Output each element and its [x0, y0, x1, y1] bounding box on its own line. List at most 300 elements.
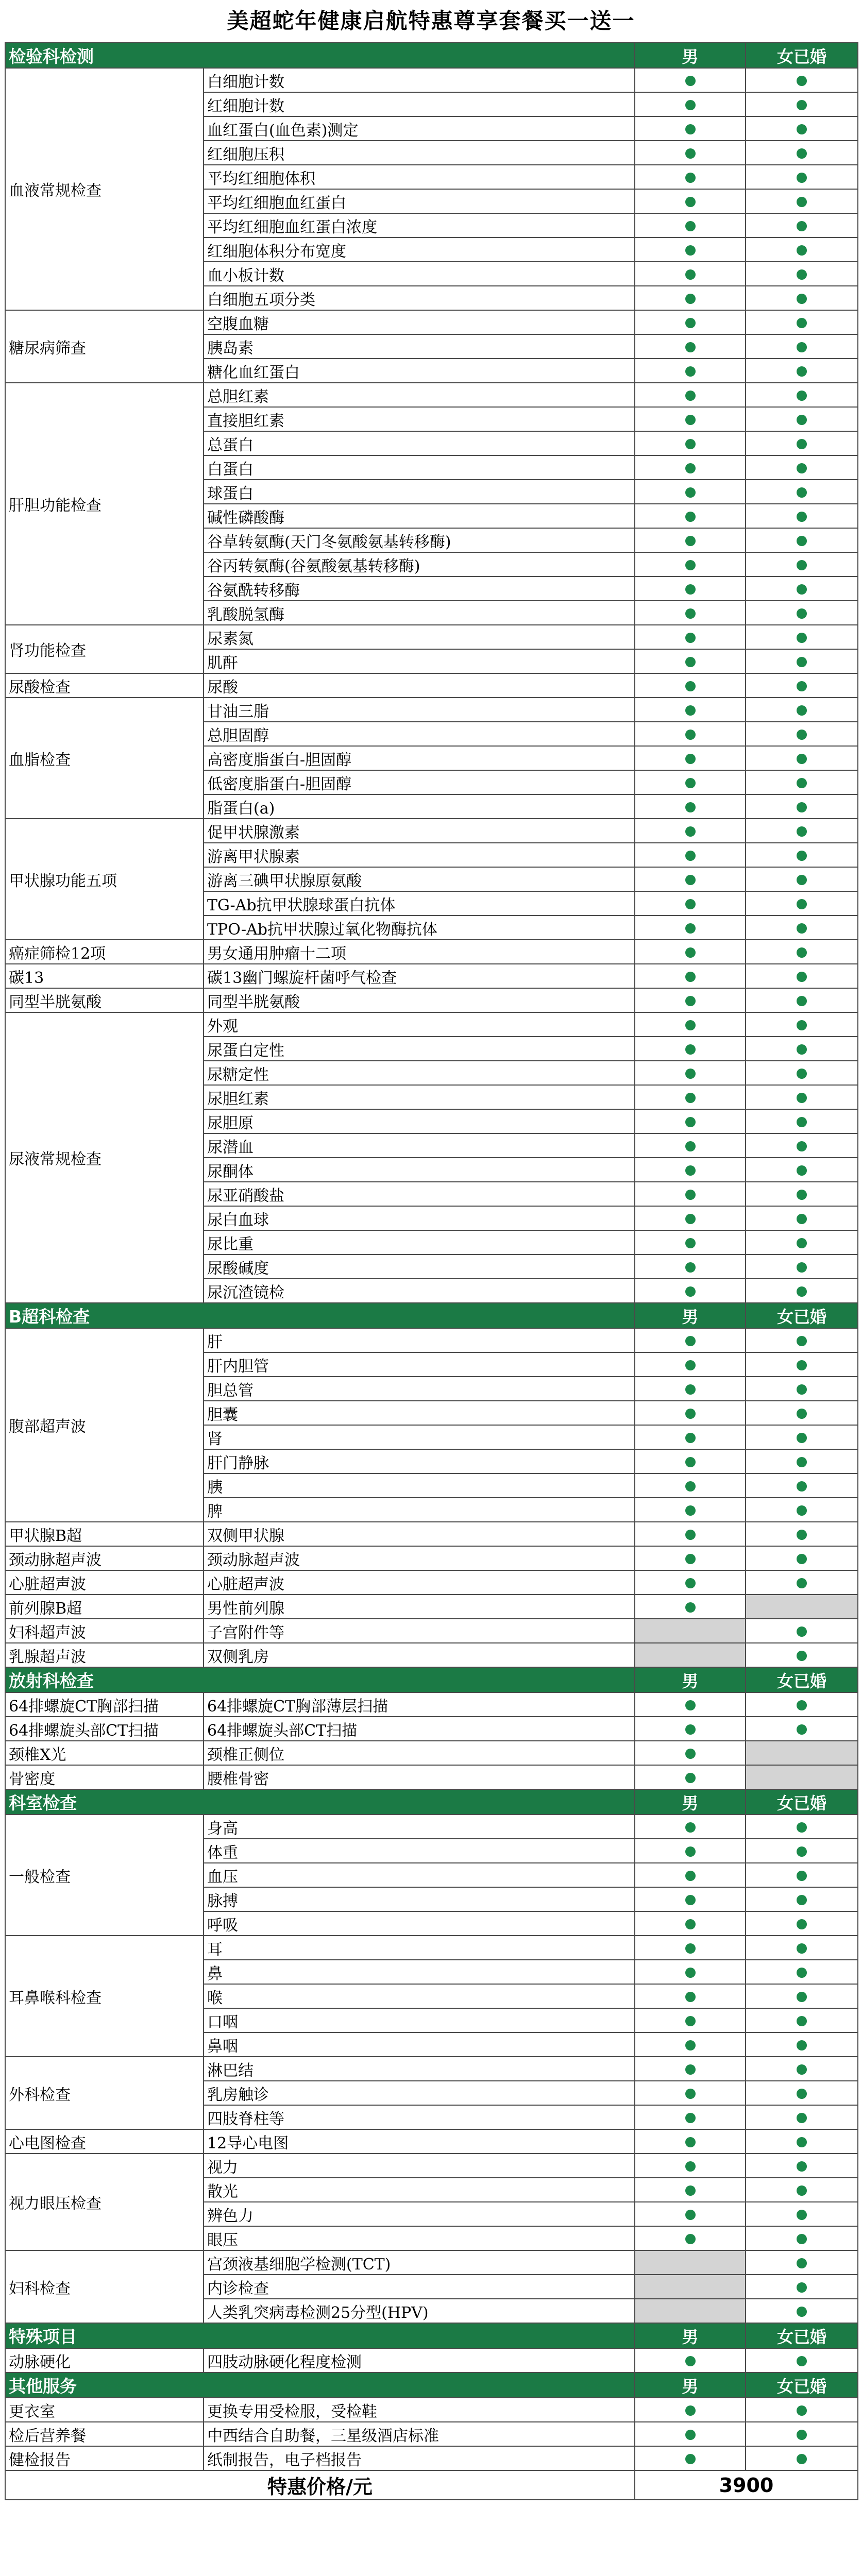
green-dot-icon [797, 2307, 807, 2317]
item-cell: 胰 [204, 1473, 635, 1498]
green-dot-icon [685, 826, 696, 837]
female-not-applicable-cell [746, 1765, 858, 1789]
section-title: 检验科检测 [5, 43, 635, 68]
green-dot-icon [685, 1505, 696, 1516]
item-cell: 脾 [204, 1498, 635, 1522]
green-dot-icon [797, 1409, 807, 1419]
green-dot-icon [797, 2454, 807, 2464]
green-dot-icon [685, 391, 696, 401]
green-dot-icon [797, 1530, 807, 1540]
green-dot-icon [685, 1190, 696, 1200]
male-included-cell [635, 1522, 746, 1546]
male-included-cell [635, 794, 746, 819]
item-cell: 胆总管 [204, 1377, 635, 1401]
male-included-cell [635, 1498, 746, 1522]
green-dot-icon [685, 1773, 696, 1783]
female-included-cell [746, 1570, 858, 1595]
category-cell: 癌症筛检12项 [5, 940, 204, 964]
green-dot-icon [797, 972, 807, 982]
female-included-cell [746, 116, 858, 141]
green-dot-icon [797, 1943, 807, 1954]
green-dot-icon [797, 269, 807, 280]
section-header-row [5, 2372, 858, 2398]
green-dot-icon [685, 2064, 696, 2075]
female-included-cell [746, 431, 858, 455]
female-included-cell [746, 1085, 858, 1109]
female-included-cell [746, 1449, 858, 1473]
green-dot-icon [685, 1992, 696, 2002]
item-cell: TPO-Ab抗甲状腺过氧化物酶抗体 [204, 916, 635, 940]
item-cell: 心脏超声波 [204, 1570, 635, 1595]
female-included-cell [746, 1887, 858, 1911]
item-cell: 促甲状腺激素 [204, 819, 635, 843]
female-included-cell [746, 2129, 858, 2154]
category-cell: 糖尿病筛查 [5, 310, 204, 383]
green-dot-icon [797, 1724, 807, 1735]
item-cell: 尿胆原 [204, 1109, 635, 1133]
package-table-body [5, 43, 858, 2500]
female-included-cell [746, 238, 858, 262]
table-row [5, 2446, 858, 2470]
green-dot-icon [685, 2454, 696, 2464]
female-included-cell [746, 1230, 858, 1255]
price-label: 特惠价格/元 [5, 2470, 635, 2500]
item-cell: 腰椎骨密 [204, 1765, 635, 1789]
green-dot-icon [685, 487, 696, 498]
green-dot-icon [685, 1968, 696, 1978]
item-cell: 耳 [204, 1936, 635, 1960]
female-included-cell [746, 1984, 858, 2008]
green-dot-icon [685, 2356, 696, 2366]
green-dot-icon [685, 657, 696, 667]
female-included-cell [746, 770, 858, 794]
female-included-cell [746, 1839, 858, 1863]
male-included-cell [635, 1936, 746, 1960]
item-cell: 男女通用肿瘤十二项 [204, 940, 635, 964]
table-row [5, 1717, 858, 1741]
green-dot-icon [797, 1505, 807, 1516]
item-cell: 乳房触诊 [204, 2081, 635, 2105]
green-dot-icon [685, 923, 696, 934]
male-included-cell [635, 1206, 746, 1230]
green-dot-icon [797, 2282, 807, 2293]
female-included-cell [746, 2422, 858, 2446]
male-included-cell [635, 2348, 746, 2372]
item-cell: 内诊检查 [204, 2275, 635, 2299]
item-cell: 脂蛋白(a) [204, 794, 635, 819]
male-included-cell [635, 1765, 746, 1789]
green-dot-icon [797, 1190, 807, 1200]
section-title: 其他服务 [5, 2372, 635, 2398]
green-dot-icon [797, 1481, 807, 1492]
item-cell: 四肢动脉硬化程度检测 [204, 2348, 635, 2372]
female-included-cell [746, 2275, 858, 2299]
green-dot-icon [797, 1360, 807, 1370]
female-included-cell [746, 843, 858, 867]
green-dot-icon [797, 2356, 807, 2366]
male-included-cell [635, 238, 746, 262]
green-dot-icon [797, 100, 807, 110]
green-dot-icon [685, 415, 696, 425]
item-cell: 总蛋白 [204, 431, 635, 455]
green-dot-icon [685, 1141, 696, 1151]
table-row [5, 1815, 858, 1839]
item-cell: 淋巴结 [204, 2057, 635, 2081]
item-cell: 尿糖定性 [204, 1061, 635, 1085]
green-dot-icon [797, 342, 807, 352]
green-dot-icon [685, 342, 696, 352]
table-row [5, 1012, 858, 1037]
item-cell: 平均红细胞血红蛋白 [204, 189, 635, 213]
male-included-cell [635, 262, 746, 286]
item-cell: 平均红细胞体积 [204, 165, 635, 189]
female-included-cell [746, 891, 858, 916]
item-cell: 游离甲状腺素 [204, 843, 635, 867]
female-included-cell [746, 552, 858, 577]
section-header-row [5, 1303, 858, 1328]
green-dot-icon [797, 851, 807, 861]
green-dot-icon [797, 1651, 807, 1661]
male-included-cell [635, 1401, 746, 1425]
green-dot-icon [797, 1262, 807, 1273]
female-included-cell [746, 262, 858, 286]
green-dot-icon [797, 1968, 807, 1978]
item-cell: 外观 [204, 1012, 635, 1037]
female-included-cell [746, 601, 858, 625]
male-included-cell [635, 1717, 746, 1741]
item-cell: 尿潜血 [204, 1133, 635, 1158]
male-included-cell [635, 455, 746, 480]
male-included-cell [635, 504, 746, 528]
male-included-cell [635, 2129, 746, 2154]
female-included-cell [746, 2226, 858, 2250]
category-cell: 一般检查 [5, 1815, 204, 1936]
green-dot-icon [685, 802, 696, 812]
female-included-cell [746, 2008, 858, 2032]
female-included-cell [746, 2178, 858, 2202]
green-dot-icon [797, 1554, 807, 1564]
item-cell: 身高 [204, 1815, 635, 1839]
item-cell: 肌酐 [204, 649, 635, 673]
green-dot-icon [685, 584, 696, 595]
table-row [5, 625, 858, 649]
male-included-cell [635, 1960, 746, 1984]
green-dot-icon [685, 1336, 696, 1346]
male-included-cell [635, 916, 746, 940]
green-dot-icon [685, 1238, 696, 1248]
female-included-cell [746, 2398, 858, 2422]
female-married-column-header: 女已婚 [746, 43, 858, 68]
female-included-cell [746, 819, 858, 843]
item-cell: 谷丙转氨酶(谷氨酸氨基转移酶) [204, 552, 635, 577]
item-cell: 眼压 [204, 2226, 635, 2250]
item-cell: 尿酸 [204, 673, 635, 698]
table-row [5, 2398, 858, 2422]
category-cell: 耳鼻喉科检查 [5, 1936, 204, 2057]
male-included-cell [635, 383, 746, 407]
item-cell: 尿酮体 [204, 1158, 635, 1182]
item-cell: 总胆红素 [204, 383, 635, 407]
category-cell: 碳13 [5, 964, 204, 988]
female-included-cell [746, 988, 858, 1012]
item-cell: 辨色力 [204, 2202, 635, 2226]
male-included-cell [635, 116, 746, 141]
female-included-cell [746, 940, 858, 964]
female-included-cell [746, 141, 858, 165]
table-row [5, 1765, 858, 1789]
green-dot-icon [797, 2430, 807, 2440]
green-dot-icon [685, 2113, 696, 2123]
female-included-cell [746, 2032, 858, 2057]
male-included-cell [635, 1815, 746, 1839]
green-dot-icon [797, 1846, 807, 1857]
male-included-cell [635, 552, 746, 577]
green-dot-icon [685, 1384, 696, 1395]
item-cell: 脉搏 [204, 1887, 635, 1911]
female-included-cell [746, 673, 858, 698]
item-cell: 12导心电图 [204, 2129, 635, 2154]
female-included-cell [746, 916, 858, 940]
green-dot-icon [797, 512, 807, 522]
male-included-cell [635, 891, 746, 916]
item-cell: 鼻 [204, 1960, 635, 1984]
female-included-cell [746, 1815, 858, 1839]
green-dot-icon [685, 1409, 696, 1419]
item-cell: 更换专用受检服，受检鞋 [204, 2398, 635, 2422]
table-row [5, 310, 858, 334]
green-dot-icon [685, 633, 696, 643]
male-not-applicable-cell [635, 2275, 746, 2299]
green-dot-icon [797, 173, 807, 183]
table-row [5, 2250, 858, 2275]
female-included-cell [746, 2081, 858, 2105]
female-included-cell [746, 746, 858, 770]
female-included-cell [746, 1401, 858, 1425]
female-included-cell [746, 867, 858, 891]
female-included-cell [746, 1522, 858, 1546]
male-included-cell [635, 1425, 746, 1449]
female-included-cell [746, 310, 858, 334]
item-cell: 尿胆红素 [204, 1085, 635, 1109]
item-cell: 子宫附件等 [204, 1619, 635, 1643]
green-dot-icon [685, 2234, 696, 2244]
item-cell: 球蛋白 [204, 480, 635, 504]
table-row [5, 2154, 858, 2178]
category-cell: 乳腺超声波 [5, 1643, 204, 1667]
male-included-cell [635, 577, 746, 601]
male-included-cell [635, 528, 746, 552]
female-included-cell [746, 2057, 858, 2081]
item-cell: 喉 [204, 1984, 635, 2008]
green-dot-icon [685, 197, 696, 207]
male-not-applicable-cell [635, 1643, 746, 1667]
item-cell: 64排螺旋CT胸部薄层扫描 [204, 1692, 635, 1717]
green-dot-icon [797, 778, 807, 788]
green-dot-icon [685, 2405, 696, 2416]
male-not-applicable-cell [635, 1619, 746, 1643]
male-included-cell [635, 746, 746, 770]
female-included-cell [746, 964, 858, 988]
female-included-cell [746, 504, 858, 528]
male-included-cell [635, 2032, 746, 2057]
green-dot-icon [797, 1919, 807, 1929]
price-row [5, 2470, 858, 2500]
item-cell: 鼻咽 [204, 2032, 635, 2057]
category-cell: 64排螺旋头部CT扫描 [5, 1717, 204, 1741]
male-included-cell [635, 68, 746, 92]
green-dot-icon [797, 1578, 807, 1588]
green-dot-icon [685, 1919, 696, 1929]
table-row [5, 940, 858, 964]
female-included-cell [746, 2446, 858, 2470]
male-included-cell [635, 1839, 746, 1863]
category-cell: 肝胆功能检查 [5, 383, 204, 625]
female-included-cell [746, 1717, 858, 1741]
female-included-cell [746, 189, 858, 213]
green-dot-icon [685, 1846, 696, 1857]
item-cell: 中西结合自助餐，三星级酒店标准 [204, 2422, 635, 2446]
green-dot-icon [685, 536, 696, 546]
green-dot-icon [797, 1044, 807, 1055]
green-dot-icon [685, 100, 696, 110]
male-included-cell [635, 673, 746, 698]
male-included-cell [635, 359, 746, 383]
green-dot-icon [685, 2040, 696, 2050]
female-included-cell [746, 1061, 858, 1085]
green-dot-icon [797, 996, 807, 1006]
male-column-header: 男 [635, 43, 746, 68]
male-included-cell [635, 1109, 746, 1133]
green-dot-icon [797, 1069, 807, 1079]
female-included-cell [746, 577, 858, 601]
item-cell: 血压 [204, 1863, 635, 1887]
male-included-cell [635, 1182, 746, 1206]
green-dot-icon [685, 1117, 696, 1127]
item-cell: 血红蛋白(血色素)测定 [204, 116, 635, 141]
green-dot-icon [685, 754, 696, 764]
price-value: 3900 [635, 2470, 858, 2500]
male-column-header: 男 [635, 1789, 746, 1815]
category-cell: 64排螺旋CT胸部扫描 [5, 1692, 204, 1717]
green-dot-icon [685, 1433, 696, 1443]
category-cell: 甲状腺功能五项 [5, 819, 204, 940]
green-dot-icon [797, 2210, 807, 2220]
item-cell: 尿沉渣镜检 [204, 1279, 635, 1303]
green-dot-icon [685, 2161, 696, 2172]
green-dot-icon [685, 463, 696, 473]
female-included-cell [746, 213, 858, 238]
male-included-cell [635, 1328, 746, 1352]
item-cell: 64排螺旋头部CT扫描 [204, 1717, 635, 1741]
female-married-column-header: 女已婚 [746, 1303, 858, 1328]
green-dot-icon [797, 1141, 807, 1151]
green-dot-icon [797, 2064, 807, 2075]
section-title: 科室检查 [5, 1789, 635, 1815]
male-included-cell [635, 649, 746, 673]
female-included-cell [746, 2348, 858, 2372]
female-married-column-header: 女已婚 [746, 2372, 858, 2398]
female-included-cell [746, 1498, 858, 1522]
green-dot-icon [685, 1943, 696, 1954]
item-cell: 肝 [204, 1328, 635, 1352]
green-dot-icon [685, 2430, 696, 2440]
section-title: 特殊项目 [5, 2323, 635, 2348]
category-cell: 尿液常规检查 [5, 1012, 204, 1303]
male-included-cell [635, 2154, 746, 2178]
female-married-column-header: 女已婚 [746, 1667, 858, 1692]
green-dot-icon [685, 294, 696, 304]
table-row [5, 673, 858, 698]
category-cell: 前列腺B超 [5, 1595, 204, 1619]
male-included-cell [635, 1012, 746, 1037]
table-row [5, 1595, 858, 1619]
item-cell: 总胆固醇 [204, 722, 635, 746]
category-cell: 同型半胱氨酸 [5, 988, 204, 1012]
female-included-cell [746, 92, 858, 116]
male-column-header: 男 [635, 2372, 746, 2398]
item-cell: 口咽 [204, 2008, 635, 2032]
green-dot-icon [685, 1044, 696, 1055]
category-cell: 动脉硬化 [5, 2348, 204, 2372]
green-dot-icon [797, 1871, 807, 1881]
green-dot-icon [685, 2185, 696, 2196]
male-included-cell [635, 819, 746, 843]
green-dot-icon [797, 463, 807, 473]
green-dot-icon [797, 148, 807, 159]
male-included-cell [635, 722, 746, 746]
green-dot-icon [797, 633, 807, 643]
green-dot-icon [685, 705, 696, 716]
item-cell: 谷草转氨酶(天门冬氨酸氨基转移酶) [204, 528, 635, 552]
item-cell: 散光 [204, 2178, 635, 2202]
male-column-header: 男 [635, 2323, 746, 2348]
section-title: B超科检查 [5, 1303, 635, 1328]
item-cell: 宫颈液基细胞学检测(TCT) [204, 2250, 635, 2275]
item-cell: 颈椎正侧位 [204, 1741, 635, 1765]
green-dot-icon [797, 536, 807, 546]
green-dot-icon [797, 2161, 807, 2172]
female-included-cell [746, 480, 858, 504]
table-row [5, 1619, 858, 1643]
male-included-cell [635, 1158, 746, 1182]
section-header-row [5, 1667, 858, 1692]
item-cell: 空腹血糖 [204, 310, 635, 334]
female-included-cell [746, 383, 858, 407]
male-included-cell [635, 1377, 746, 1401]
female-included-cell [746, 1109, 858, 1133]
green-dot-icon [685, 972, 696, 982]
item-cell: 四肢脊柱等 [204, 2105, 635, 2129]
green-dot-icon [685, 875, 696, 885]
table-row [5, 1522, 858, 1546]
green-dot-icon [797, 1384, 807, 1395]
green-dot-icon [797, 899, 807, 909]
female-included-cell [746, 1012, 858, 1037]
green-dot-icon [797, 1895, 807, 1905]
category-cell: 颈椎X光 [5, 1741, 204, 1765]
item-cell: 白细胞五项分类 [204, 286, 635, 310]
male-included-cell [635, 2446, 746, 2470]
item-cell: 人类乳突病毒检测25分型(HPV) [204, 2299, 635, 2323]
green-dot-icon [797, 584, 807, 595]
item-cell: 乳酸脱氢酶 [204, 601, 635, 625]
female-not-applicable-cell [746, 1595, 858, 1619]
green-dot-icon [685, 1020, 696, 1030]
green-dot-icon [685, 1700, 696, 1710]
female-included-cell [746, 1377, 858, 1401]
green-dot-icon [685, 778, 696, 788]
green-dot-icon [797, 391, 807, 401]
